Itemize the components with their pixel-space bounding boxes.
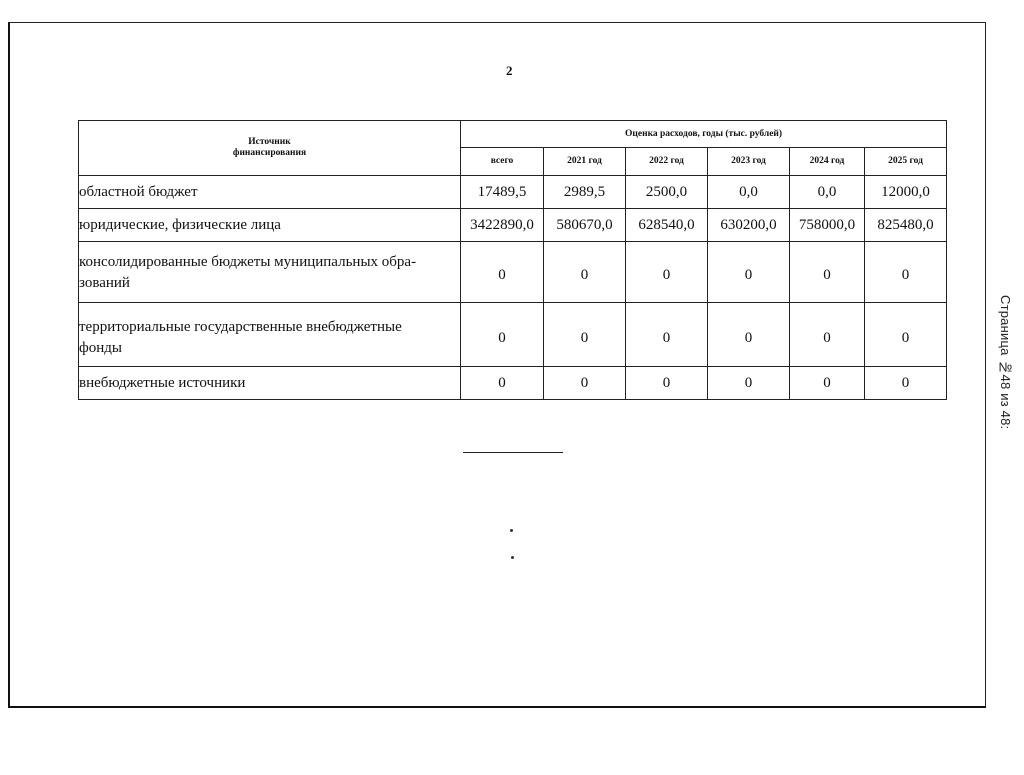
cell-2024: 758000,0	[790, 209, 865, 242]
cell-total: 0	[461, 303, 544, 367]
row-source: внебюджетные источники	[79, 367, 461, 400]
financing-table	[78, 120, 947, 400]
cell-2022: 0	[626, 242, 708, 303]
header-source: Источник финансирования	[79, 121, 461, 176]
cell-total: 0	[461, 367, 544, 400]
cell-2022: 0	[626, 303, 708, 367]
table-row	[79, 367, 947, 400]
cell-2023: 0	[708, 242, 790, 303]
header-col-2025: 2025 год	[865, 148, 947, 176]
page-number: 2	[506, 63, 513, 78]
table-row	[79, 242, 947, 303]
cell-2021: 580670,0	[544, 209, 626, 242]
cell-total: 17489,5	[461, 176, 544, 209]
scan-speck	[511, 556, 514, 559]
header-col-2022: 2022 год	[626, 148, 708, 176]
cell-2025: 0	[865, 242, 947, 303]
row-source: территориальные государственные внебюджетные фонды	[79, 303, 461, 367]
cell-2024: 0,0	[790, 176, 865, 209]
cell-2025: 12000,0	[865, 176, 947, 209]
cell-2023: 0	[708, 367, 790, 400]
table-header-row	[79, 121, 947, 148]
header-estimate: Оценка расходов, годы (тыс. рублей)	[461, 121, 947, 148]
cell-2022: 2500,0	[626, 176, 708, 209]
table-row	[79, 303, 947, 367]
header-col-total: всего	[461, 148, 544, 176]
cell-2022: 628540,0	[626, 209, 708, 242]
cell-total: 3422890,0	[461, 209, 544, 242]
cell-2021: 0	[544, 303, 626, 367]
cell-2021: 0	[544, 367, 626, 400]
cell-2025: 825480,0	[865, 209, 947, 242]
cell-2024: 0	[790, 367, 865, 400]
row-source: юридические, физические лица	[79, 209, 461, 242]
cell-2023: 0	[708, 303, 790, 367]
cell-2024: 0	[790, 242, 865, 303]
row-source: областной бюджет	[79, 176, 461, 209]
cell-total: 0	[461, 242, 544, 303]
cell-2023: 630200,0	[708, 209, 790, 242]
table-row	[79, 176, 947, 209]
cell-2022: 0	[626, 367, 708, 400]
scan-speck	[510, 529, 513, 532]
cell-2021: 2989,5	[544, 176, 626, 209]
cell-2023: 0,0	[708, 176, 790, 209]
end-divider	[463, 452, 563, 453]
cell-2025: 0	[865, 367, 947, 400]
cell-2024: 0	[790, 303, 865, 367]
page-counter-label: Страница №48 из 48:	[998, 295, 1013, 430]
header-col-2024: 2024 год	[790, 148, 865, 176]
table-row	[79, 209, 947, 242]
cell-2021: 0	[544, 242, 626, 303]
row-source: консолидированные бюджеты муниципальных обра- зований	[79, 242, 461, 303]
header-col-2023: 2023 год	[708, 148, 790, 176]
cell-2025: 0	[865, 303, 947, 367]
header-col-2021: 2021 год	[544, 148, 626, 176]
